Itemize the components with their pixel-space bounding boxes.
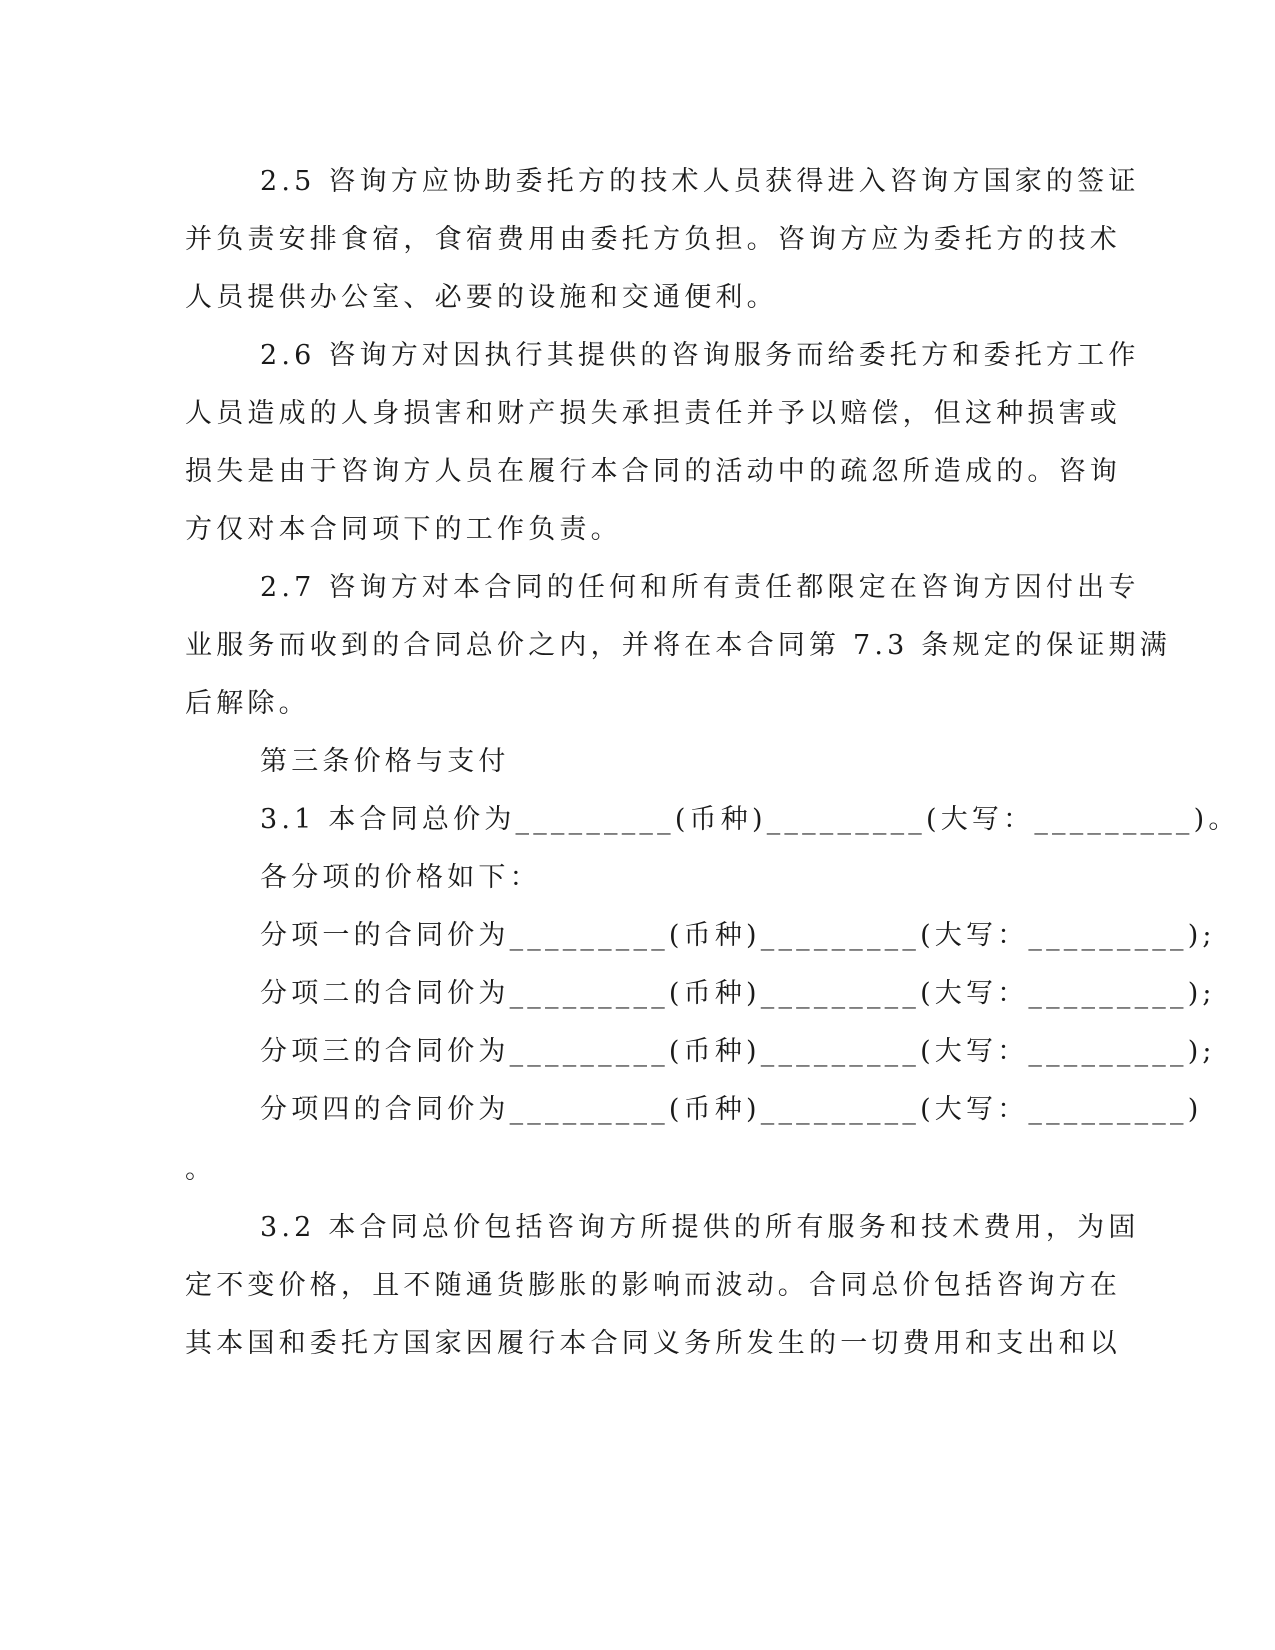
paragraph-2-5-line-3: 人员提供办公室、必要的设施和交通便利。 (185, 282, 778, 313)
item-4-price: 分项四的合同价为_________(币种)_________(大写：_________) (260, 1094, 1203, 1125)
itemized-prices-intro: 各分项的价格如下： (260, 862, 541, 893)
item-3-price: 分项三的合同价为_________(币种)_________(大写：_________); (260, 1036, 1216, 1067)
clause-3-1: 3.1 本合同总价为_________(币种)_________(大写：_________)。 (260, 804, 1240, 835)
item-4-period: 。 (185, 1154, 217, 1185)
paragraph-2-6-line-3: 损失是由于咨询方人员在履行本合同的活动中的疏忽所造成的。咨询 (185, 456, 1121, 487)
paragraph-2-7-line-1: 2.7 咨询方对本合同的任何和所有责任都限定在咨询方因付出专 (260, 572, 1140, 603)
paragraph-2-6-line-4: 方仅对本合同项下的工作负责。 (185, 514, 622, 545)
paragraph-2-6-line-2: 人员造成的人身损害和财产损失承担责任并予以赔偿，但这种损害或 (185, 398, 1121, 429)
paragraph-2-5-line-2: 并负责安排食宿，食宿费用由委托方负担。咨询方应为委托方的技术 (185, 224, 1121, 255)
section-heading-3: 第三条价格与支付 (260, 746, 510, 777)
item-2-price: 分项二的合同价为_________(币种)_________(大写：_________); (260, 978, 1216, 1009)
item-1-price: 分项一的合同价为_________(币种)_________(大写：_________); (260, 920, 1216, 951)
paragraph-2-7-line-3: 后解除。 (185, 688, 310, 719)
paragraph-2-6-line-1: 2.6 咨询方对因执行其提供的咨询服务而给委托方和委托方工作 (260, 340, 1140, 371)
paragraph-2-7-line-2: 业服务而收到的合同总价之内，并将在本合同第 7.3 条规定的保证期满 (185, 630, 1171, 661)
paragraph-3-2-line-3: 其本国和委托方国家因履行本合同义务所发生的一切费用和支出和以 (185, 1328, 1121, 1359)
paragraph-3-2-line-2: 定不变价格，且不随通货膨胀的影响而波动。合同总价包括咨询方在 (185, 1270, 1121, 1301)
paragraph-3-2-line-1: 3.2 本合同总价包括咨询方所提供的所有服务和技术费用，为固 (260, 1212, 1140, 1243)
paragraph-2-5-line-1: 2.5 咨询方应协助委托方的技术人员获得进入咨询方国家的签证 (260, 166, 1140, 197)
